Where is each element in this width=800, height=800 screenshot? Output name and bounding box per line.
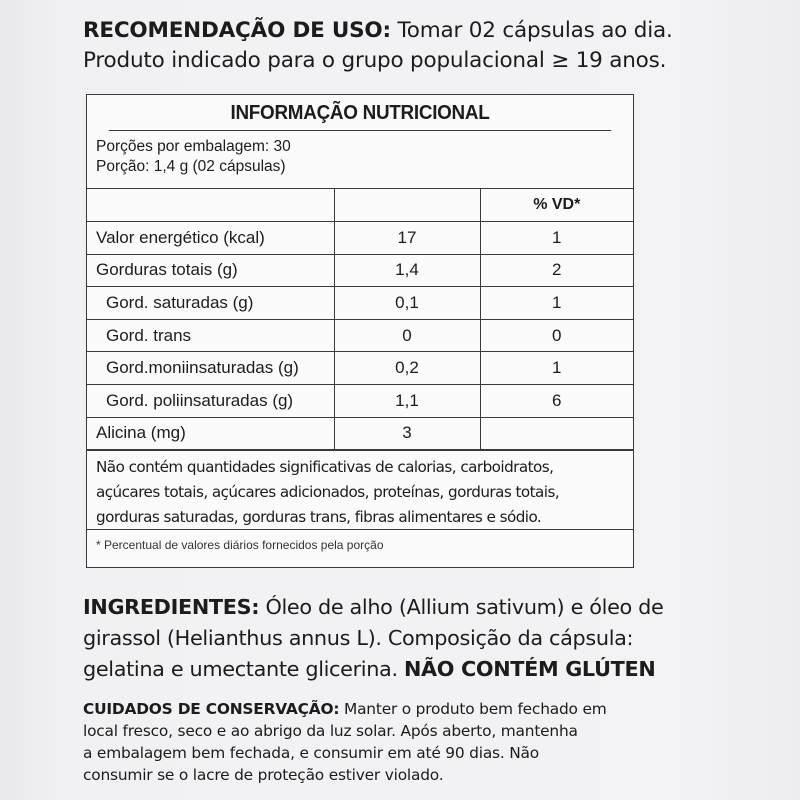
care-line-4: consumir se o lacre de proteção estiver violado. (83, 766, 444, 784)
care-line-1 (83, 698, 607, 720)
nutrient-amount: 0,2 (334, 352, 480, 385)
table-row (87, 385, 633, 418)
nutrient-vd: 0 (480, 319, 633, 352)
nutrient-vd: 1 (480, 222, 633, 255)
nutrient-amount: 3 (334, 417, 480, 450)
nutrient-vd: 6 (480, 385, 633, 418)
table-row (87, 352, 633, 385)
servings-per-package: Porções por embalagem: 30 (96, 138, 291, 155)
ingredients-line-2: girassol (Helianthus annus L). Composição da cápsula: (83, 626, 634, 650)
header-vd: % VD* (480, 189, 633, 222)
ingredients-label: INGREDIENTES: (83, 595, 260, 619)
usage-line-1 (83, 16, 673, 46)
usage-label: RECOMENDAÇÃO DE USO: (83, 18, 391, 43)
nutrient-vd (480, 417, 633, 450)
insignificant-amounts-note (87, 450, 633, 529)
nutrient-amount: 1,4 (334, 254, 480, 287)
nutrient-vd: 2 (480, 254, 633, 287)
storage-care-section (83, 698, 607, 786)
nutrient-name: Gord. saturadas (g) (87, 287, 334, 320)
care-label: CUIDADOS DE CONSERVAÇÃO: (83, 700, 340, 718)
daily-value-footnote: * Percentual de valores diários fornecidos pela porção (87, 529, 633, 560)
ingredients-line-1 (83, 592, 663, 623)
ingredients-text-1: Óleo de alho (Allium sativum) e óleo de (259, 595, 664, 619)
usage-recommendation (83, 16, 673, 76)
nutrition-title: INFORMAÇÃO NUTRICIONAL (109, 95, 611, 131)
nutrient-amount: 0,1 (334, 287, 480, 320)
care-text-1: Manter o produto bem fechado em (339, 700, 607, 718)
usage-text: Tomar 02 cápsulas ao dia. (390, 18, 673, 43)
header-cell-empty (87, 189, 334, 222)
table-row (87, 417, 633, 450)
header-cell-empty (334, 189, 480, 222)
care-line-2: local fresco, seco e ao abrigo da luz solar. Após aberto, mantenha (83, 722, 578, 740)
table-row (87, 254, 633, 287)
nutrient-amount: 0 (334, 319, 480, 352)
nutrition-table (87, 189, 633, 450)
ingredients-text-3: gelatina e umectante glicerina. (83, 657, 404, 681)
table-row (87, 222, 633, 255)
nutrient-name: Alicina (mg) (87, 417, 334, 450)
serving-info (87, 131, 633, 189)
nutrient-name: Gord. poliinsaturadas (g) (87, 385, 334, 418)
serving-size: Porção: 1,4 g (02 cápsulas) (96, 158, 286, 175)
nutrient-vd: 1 (480, 352, 633, 385)
table-header-row (87, 189, 633, 222)
note-line: açúcares totais, açúcares adicionados, proteínas, gorduras totais, (96, 483, 560, 502)
nutrient-name: Gorduras totais (g) (87, 254, 334, 287)
nutrient-amount: 1,1 (334, 385, 480, 418)
nutrient-name: Gord.moniinsaturadas (g) (87, 352, 334, 385)
note-line: gorduras saturadas, gorduras trans, fibras alimentares e sódio. (96, 508, 542, 527)
care-line-3: a embalagem bem fechada, e consumir em até 90 dias. Não (83, 744, 540, 762)
nutrient-name: Valor energético (kcal) (87, 222, 334, 255)
note-line: Não contém quantidades significativas de calorias, carboidratos, (96, 458, 554, 477)
nutrient-vd: 1 (480, 287, 633, 320)
nutrient-name: Gord. trans (87, 319, 334, 352)
usage-line-2: Produto indicado para o grupo populacional ≥ 19 anos. (83, 48, 667, 73)
gluten-free-notice: NÃO CONTÉM GLÚTEN (403, 657, 656, 681)
nutrition-facts-panel (86, 94, 634, 568)
ingredients-line-3 (83, 654, 663, 685)
ingredients-section (83, 592, 663, 685)
nutrient-amount: 17 (334, 222, 480, 255)
table-row (87, 287, 633, 320)
table-row (87, 319, 633, 352)
